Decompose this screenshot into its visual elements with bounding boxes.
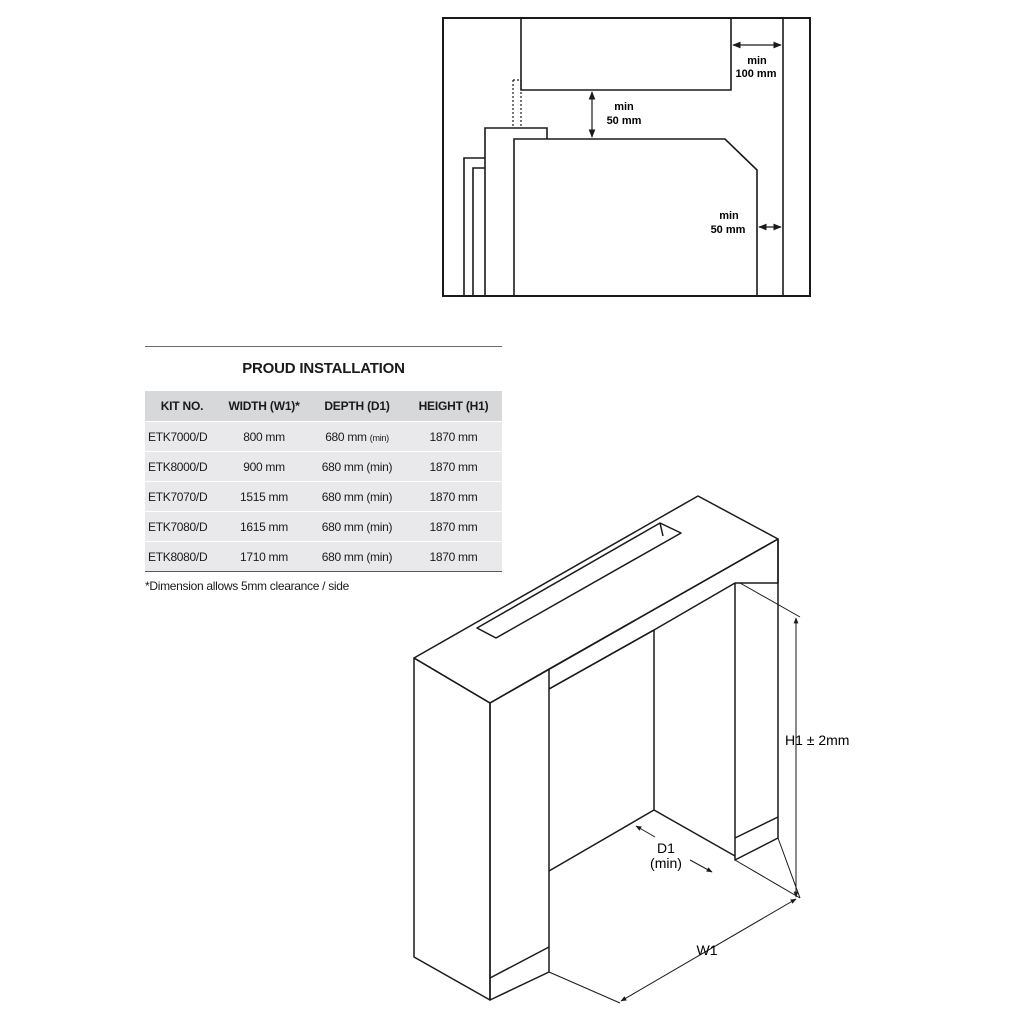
header-height: HEIGHT (H1) bbox=[405, 391, 502, 422]
right-leg-plinth bbox=[735, 817, 778, 838]
cell-height: 1870 mm bbox=[405, 422, 502, 452]
cell-width: 1615 mm bbox=[219, 512, 309, 542]
cell-depth-suffix: (min) bbox=[369, 432, 389, 443]
label-top-right-line1: min bbox=[747, 55, 767, 67]
header-depth: DEPTH (D1) bbox=[309, 391, 405, 422]
header-kit: KIT NO. bbox=[145, 391, 219, 422]
w1-extension-left bbox=[549, 972, 620, 1003]
w1-extension-right bbox=[735, 860, 800, 898]
table-footnote: *Dimension allows 5mm clearance / side bbox=[145, 579, 350, 593]
d1-label-line1: D1 bbox=[657, 840, 675, 856]
table-title: PROUD INSTALLATION bbox=[242, 360, 405, 377]
label-side-line1: min bbox=[719, 210, 739, 222]
cell-width: 1710 mm bbox=[219, 542, 309, 572]
cell-depth-value: 680 mm bbox=[325, 429, 367, 444]
cell-depth: 680 mm (min) bbox=[309, 482, 405, 512]
interior-back-wall bbox=[549, 630, 654, 871]
cell-height: 1870 mm bbox=[405, 482, 502, 512]
h1-label: H1 ± 2mm bbox=[785, 732, 850, 748]
surround-top bbox=[414, 496, 778, 703]
cell-kit: ETK8000/D bbox=[145, 452, 219, 482]
right-front-leg bbox=[735, 539, 778, 860]
d1-dimension-line-a bbox=[636, 826, 655, 837]
left-leg-plinth bbox=[490, 947, 549, 978]
left-front-leg bbox=[490, 669, 549, 1000]
label-middle-line1: min bbox=[614, 101, 634, 113]
label-top-right-line2: 100 mm bbox=[735, 68, 777, 80]
w1-label: W1 bbox=[696, 942, 718, 958]
cell-depth: 680 mm (min) bbox=[309, 542, 405, 572]
d1-dimension-line-b bbox=[690, 860, 712, 872]
left-side-face bbox=[414, 658, 490, 1000]
cell-width: 1515 mm bbox=[219, 482, 309, 512]
h1-extension-bottom bbox=[778, 838, 800, 898]
cell-kit: ETK7000/D bbox=[145, 422, 219, 452]
cell-kit: ETK7070/D bbox=[145, 482, 219, 512]
cell-depth: 680 mm (min) bbox=[309, 512, 405, 542]
cell-kit: ETK8080/D bbox=[145, 542, 219, 572]
cell-kit: ETK7080/D bbox=[145, 512, 219, 542]
cell-height: 1870 mm bbox=[405, 452, 502, 482]
header-width: WIDTH (W1)* bbox=[219, 391, 309, 422]
label-middle-line2: 50 mm bbox=[606, 115, 642, 127]
cell-height: 1870 mm bbox=[405, 512, 502, 542]
cell-height: 1870 mm bbox=[405, 542, 502, 572]
d1-label-line2: (min) bbox=[650, 855, 682, 871]
cell-width: 800 mm bbox=[219, 422, 309, 452]
cell-width: 900 mm bbox=[219, 452, 309, 482]
h1-extension-top bbox=[740, 583, 800, 617]
label-side-line2: 50 mm bbox=[710, 224, 746, 236]
cell-depth: 680 mm (min) bbox=[309, 452, 405, 482]
